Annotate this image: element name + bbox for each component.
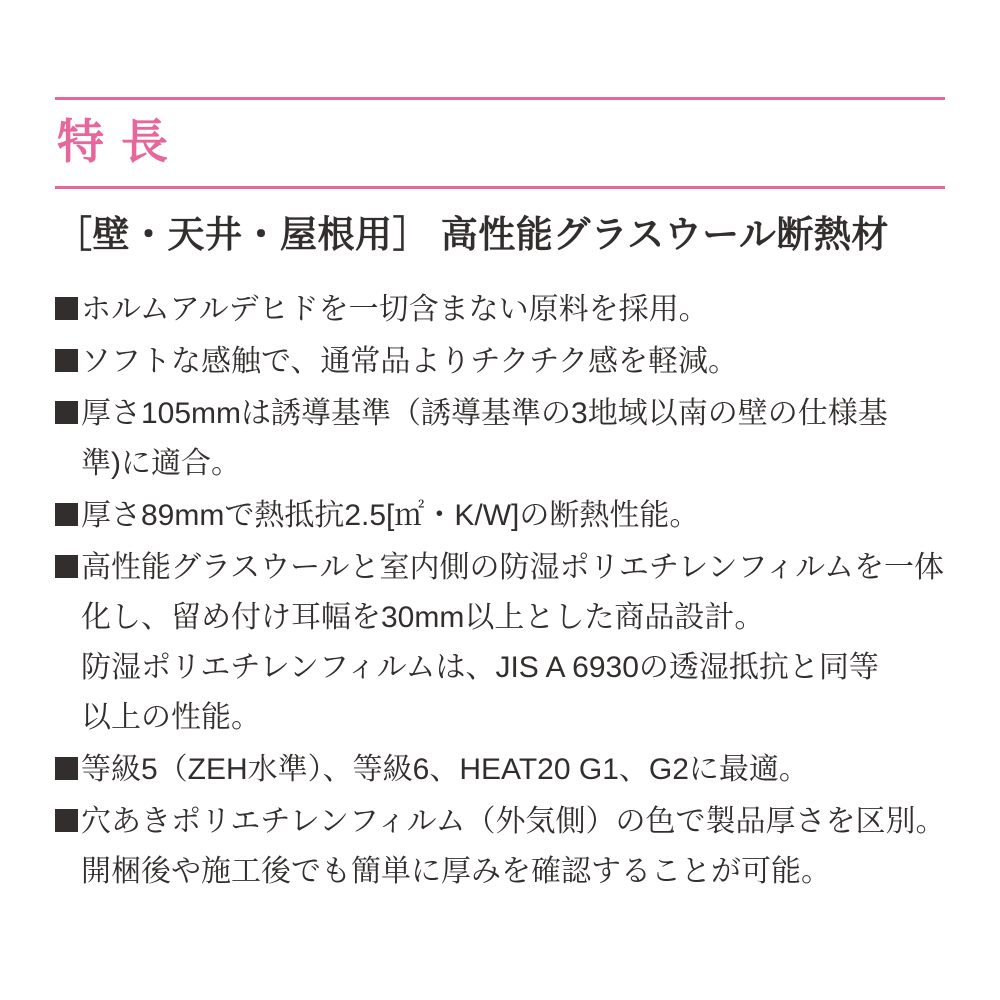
feature-list — [55, 285, 945, 897]
feature-item — [55, 389, 945, 489]
feature-item — [55, 797, 945, 897]
square-bullet-icon — [55, 349, 78, 372]
square-bullet-icon — [55, 809, 78, 832]
section-title: 特 長 — [57, 115, 171, 168]
bottom-divider — [55, 186, 945, 189]
feature-text: 準)に適合。 — [81, 447, 241, 480]
feature-item — [55, 543, 945, 743]
feature-text: 化し、留め付け耳幅を30mm以上とした商品設計。 — [81, 601, 765, 634]
square-bullet-icon — [55, 555, 78, 578]
feature-item — [55, 745, 945, 795]
feature-text: 厚さ105mmは誘導基準（誘導基準の3地域以南の壁の仕様基 — [81, 397, 888, 430]
square-bullet-icon — [55, 297, 78, 320]
feature-text: 以上の性能。 — [81, 701, 261, 734]
feature-text: 穴あきポリエチレンフィルム（外気側）の色で製品厚さを区別。 — [81, 805, 946, 838]
feature-text: 高性能グラスウールと室内側の防湿ポリエチレンフィルムを一体 — [81, 551, 944, 584]
feature-text: 厚さ89mmで熱抵抗2.5[㎡・K/W]の断熱性能。 — [81, 499, 700, 532]
top-divider — [55, 97, 945, 100]
square-bullet-icon — [55, 757, 78, 780]
feature-text: 開梱後や施工後でも簡単に厚みを確認することが可能。 — [81, 855, 831, 888]
feature-text: 防湿ポリエチレンフィルムは、JIS A 6930の透湿抵抗と同等 — [81, 651, 879, 684]
square-bullet-icon — [55, 401, 78, 424]
feature-text: ソフトな感触で、通常品よりチクチク感を軽減。 — [81, 345, 738, 378]
product-heading: ［壁・天井・屋根用］ 高性能グラスウール断熱材 — [55, 214, 889, 255]
feature-text: ホルムアルデヒドを一切含まない原料を採用。 — [81, 293, 709, 326]
feature-item — [55, 337, 945, 387]
feature-item — [55, 285, 945, 335]
feature-item — [55, 491, 945, 541]
feature-text: 等級5（ZEH水準）、等級6、HEAT20 G1、G2に最適。 — [81, 753, 809, 786]
square-bullet-icon — [55, 503, 78, 526]
